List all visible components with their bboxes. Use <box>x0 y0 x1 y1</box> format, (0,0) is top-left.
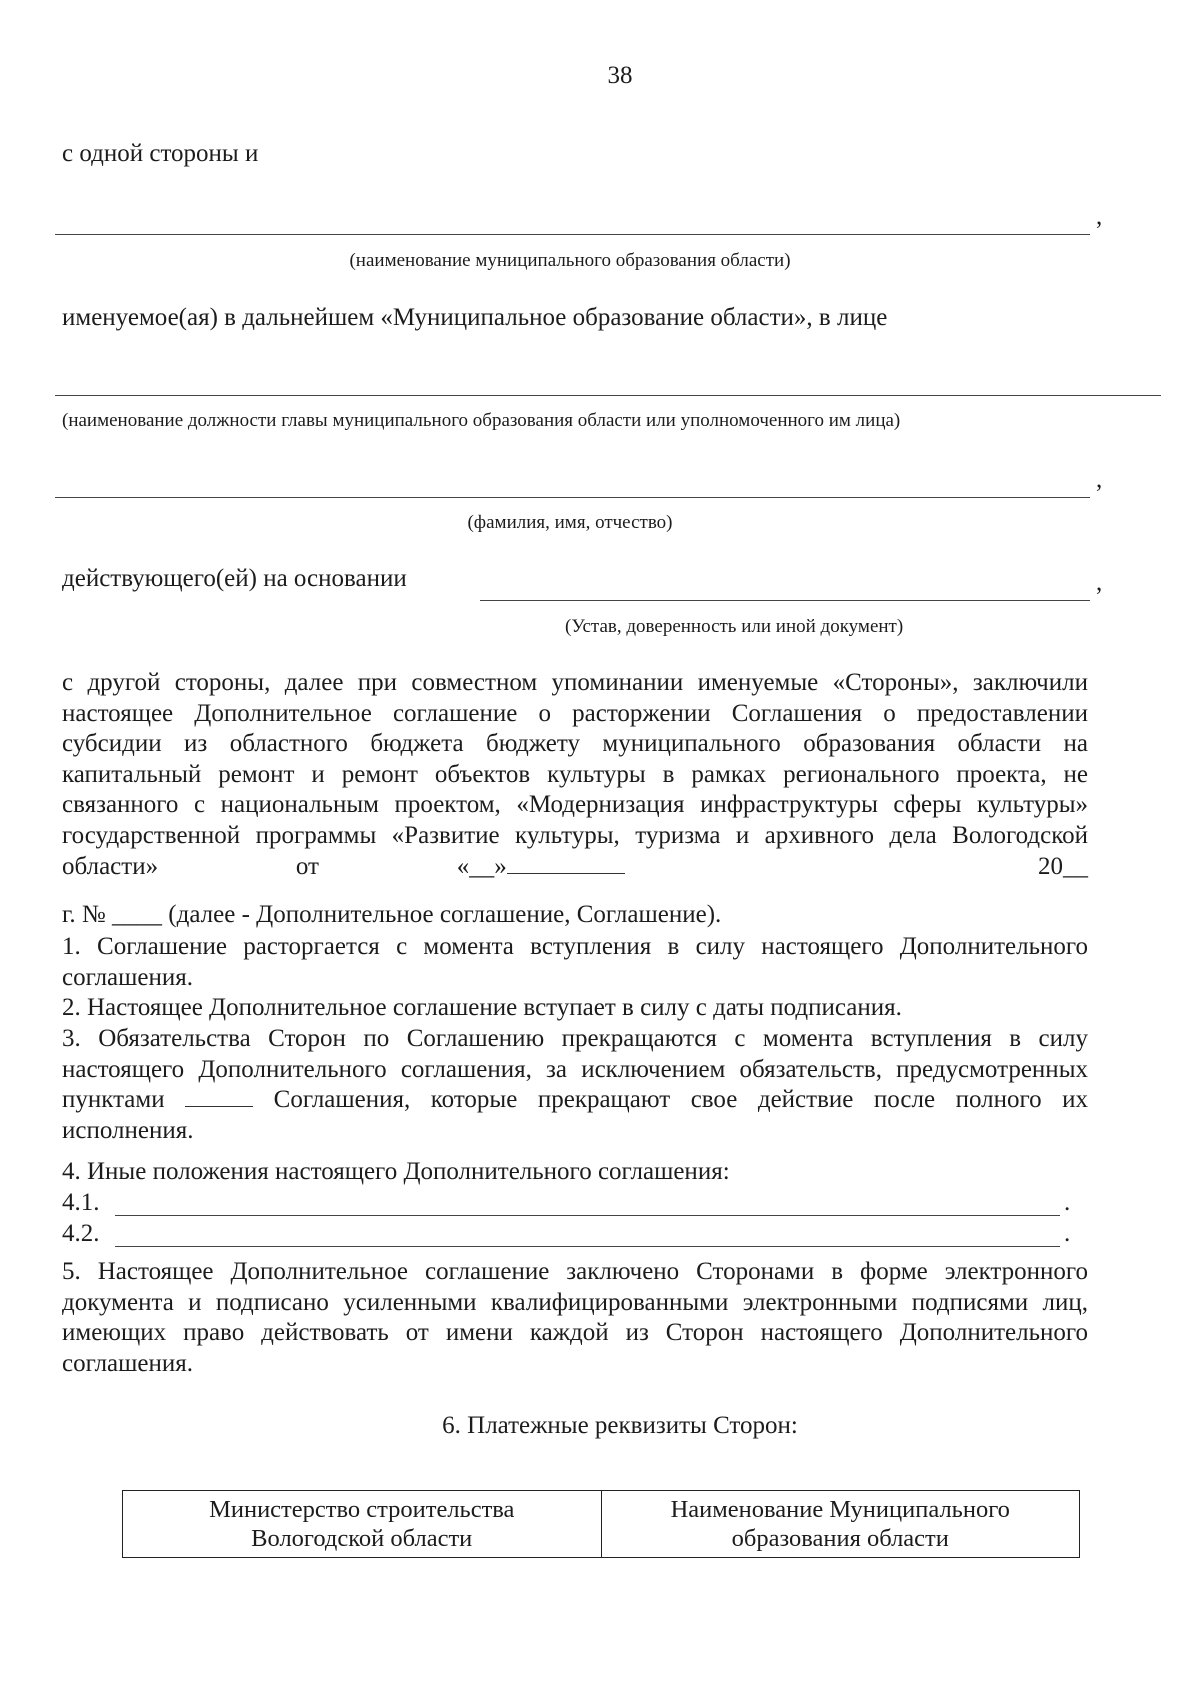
municipality-fill-line <box>55 234 1090 235</box>
period: . <box>1064 1220 1071 1247</box>
comma: , <box>1096 466 1103 493</box>
basis-fill-line <box>480 600 1090 601</box>
requisites-heading: 6. Платежные реквизиты Сторон: <box>442 1412 798 1439</box>
right-party-cell: Наименование Муниципального образования области <box>601 1491 1080 1557</box>
item-3-text-start: 3. Обязательства Сторон по Соглашению прекращаются с момента вступления в силу настоящего Дополнительного соглашения, за исключением обязательств, предусмотренных пунктами <box>62 1025 1088 1114</box>
item-2: 2. Настоящее Дополнительное соглашение вступает в силу с даты подписания. <box>62 994 902 1021</box>
item-5: 5. Настоящее Дополнительное соглашение заключено Сторонами в форме электронного документа и подписано усиленными квалифицированными электронными подписями лиц, имеющих право действовать от имени каждой из Сторон настоящего Дополнительного соглашения. <box>62 1258 1088 1377</box>
left-party-cell: Министерство строительства Вологодской области <box>209 1496 515 1552</box>
date-year: 20__ <box>1038 852 1088 880</box>
position-caption: (наименование должности главы муниципального образования области или уполномоченного им лица) <box>62 410 901 431</box>
intro-paragraph <box>62 668 1088 882</box>
municipality-caption: (наименование муниципального образования области) <box>349 250 791 271</box>
item-4-2-label: 4.2. <box>62 1220 100 1247</box>
item-3-points-blank <box>185 1086 253 1107</box>
period: . <box>1064 1189 1071 1216</box>
page-number: 38 <box>607 62 633 89</box>
item-4: 4. Иные положения настоящего Дополнительного соглашения: <box>62 1158 730 1185</box>
item-4-1-label: 4.1. <box>62 1189 100 1216</box>
comma: , <box>1096 203 1103 230</box>
comma: , <box>1096 569 1103 596</box>
basis-caption: (Устав, доверенность или иной документ) <box>565 616 904 637</box>
requisites-table <box>122 1490 1080 1558</box>
item-4-2-fill-line <box>115 1246 1060 1247</box>
fio-caption: (фамилия, имя, отчество) <box>467 512 673 533</box>
item-4-1-fill-line <box>115 1215 1060 1216</box>
intro-text: с другой стороны, далее при совместном упоминании именуемые «Стороны», заключили настоящее Дополнительное соглашение о расторжении Соглашения о предоставлении субсидии из областного бюджета бюджету муниципального образования области на капитальный ремонт и ремонт объектов культуры в рамках регионального проекта, не связанного с национальным проектом, «Модернизация инфраструктуры сферы культуры» государственной программы «Развитие культуры, туризма и архивного дела Вологодской области» от «__» <box>62 669 1088 880</box>
item-3-text-end: Соглашения, которые прекращают свое действие после полного их исполнения. <box>62 1086 1089 1144</box>
item-1: 1. Соглашение расторгается с момента вступления в силу настоящего Дополнительного соглашения. <box>62 933 1088 991</box>
position-fill-line <box>55 395 1161 396</box>
number-line: г. № ____ (далее - Дополнительное соглашение, Соглашение). <box>62 901 722 928</box>
item-3 <box>62 1024 1088 1146</box>
acting-label: действующего(ей) на основании <box>62 565 407 592</box>
first-party-intro: с одной стороны и <box>62 140 259 167</box>
date-month-blank <box>507 853 625 874</box>
named-line: именуемое(ая) в дальнейшем «Муниципальное образование области», в лице <box>62 304 888 331</box>
fio-fill-line <box>55 497 1090 498</box>
